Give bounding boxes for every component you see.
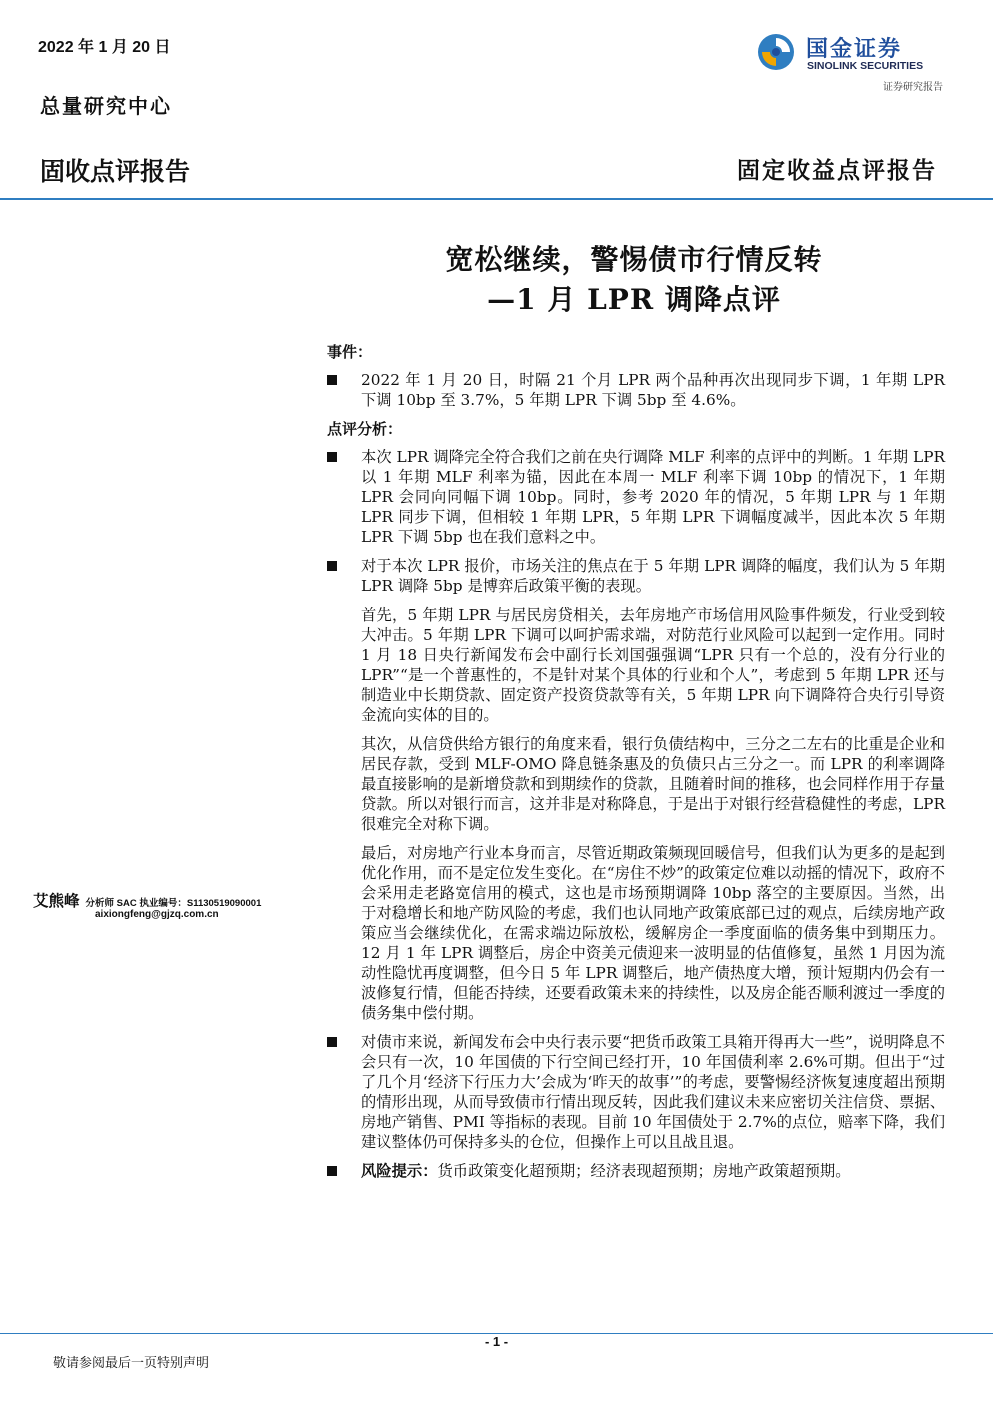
logo-name-en: SINOLINK SECURITIES xyxy=(807,60,924,72)
risk-item xyxy=(327,1161,945,1181)
risk-text: 货币政策变化超预期；经济表现超预期；房地产政策超预期。 xyxy=(437,1162,851,1180)
analysis-paragraph-second: 其次，从信贷供给方银行的角度来看，银行负债结构中，三分之二左右的比重是企业和居民存款，受到 MLF-OMO 降息链条惠及的负债只占三分之一。而 LPR 的利率调降最直接影响的是新增贷款和到期续作的贷款，且随着时间的推移，也会同样作用于存量贷款。所以对银行而言，这并非是对称降息，于是出于对银行经营稳健性的考虑，LPR 很难完全对称下调。 xyxy=(361,735,945,833)
analysis-item-2 xyxy=(327,556,945,596)
event-item xyxy=(327,370,945,410)
analysis-item-1-text: 本次 LPR 调降完全符合我们之前在央行调降 MLF 利率的点评中的判断。1 年期 LPR 以 1 年期 MLF 利率为锚，因此在本周一 MLF 利率下调 10bp 的情况下，1 年期 LPR 会同向同幅下调 10bp。同时，参考 2020 年的情况，5 年期 LPR 与 1 年期 LPR 同步下调，但相较 1 年期 LPR，5 年期 LPR 下调幅度减半，因此本次 5 年期 LPR 下调 5bp 也在我们意料之中。 xyxy=(361,448,945,546)
department-name: 总量研究中心 xyxy=(40,94,172,118)
analysis-item-2-text: 对于本次 LPR 报价，市场关注的焦点在于 5 年期 LPR 调降的幅度，我们认为 5 年期 LPR 调降 5bp 是博弈后政策平衡的表现。 xyxy=(361,557,945,595)
bullet-icon xyxy=(327,561,337,571)
analyst-email: aixiongfeng@gjzq.com.cn xyxy=(95,909,219,920)
report-date: 2022 年 1 月 20 日 xyxy=(38,39,171,56)
bullet-icon xyxy=(327,1037,337,1047)
bullet-icon xyxy=(327,452,337,462)
analysis-item-1 xyxy=(327,447,945,547)
analysis-paragraph-last: 最后，对房地产行业本身而言，尽管近期政策频现回暖信号，但我们认为更多的是起到优化作用，而不是定位发生变化。在“房住不炒”的政策定位难以动摇的情况下，政府不会采用走老路宽信用的模式，这也是市场预期调降 10bp 落空的主要原因。当然，出于对稳增长和地产防风险的考虑，我们也认同地产政策底部已过的观点，后续房地产政策应当会继续优化，在需求端边际放松，缓解房企一季度面临的债务集中到期压力。12 月 1 年 LPR 调整后，房企中资美元债迎来一波明显的估值修复，虽然 1 月因为流动性隐忧再度调整，但今日 5 年 LPR 调整后，地产债热度大增，预计短期内仍会有一波修复行情，但能否持续，还要看政策未来的持续性，以及房企能否顺利渡过一季度的债务集中偿付期。 xyxy=(361,844,945,1022)
bullet-icon xyxy=(327,1166,337,1176)
risk-label: 风险提示： xyxy=(361,1162,438,1180)
logo-subtitle: 证券研究报告 xyxy=(883,82,943,93)
analysis-heading: 点评分析： xyxy=(327,420,403,438)
report-body xyxy=(327,342,945,1190)
event-text: 2022 年 1 月 20 日，时隔 21 个月 LPR 两个品种再次出现同步下调，1 年期 LPR 下调 10bp 至 3.7%，5 年期 LPR 下调 5bp 至 4.6%。 xyxy=(361,371,945,409)
analysis-paragraph-first: 首先，5 年期 LPR 与居民房贷相关，去年房地产市场信用风险事件频发，行业受到较大冲击。5 年期 LPR 下调可以呵护需求端，对防范行业风险可以起到一定作用。同时 1 月 18 日央行新闻发布会中副行长刘国强强调“LPR 只有一个总的，没有分行业的 LPR”“是一个普惠性的，不是针对某个具体的行业和个人”，考虑到 5 年期 LPR 还与制造业中长期贷款、固定资产投资贷款等有关，5 年期 LPR 向下调降符合央行引导资金流向实体的目的。 xyxy=(361,606,945,724)
analysis-item-3-text: 对债市来说，新闻发布会中央行表示要“把货币政策工具箱开得再大一些”，说明降息不会只有一次，10 年国债的下行空间已经打开，10 年国债利率 2.6%可期。但出于“过了几个月‘经济下行压力大’会成为‘昨天的故事’”的考虑，要警惕经济恢复速度超出预期的情形出现，从而导致债市行情出现反转，因此我们建议未来应密切关注信贷、票据、房地产销售、PMI 等指标的表现。目前 10 年国债处于 2.7%的点位，赔率下降，我们建议整体仍可保持多头的仓位，但操作上可以且战且退。 xyxy=(361,1033,945,1151)
event-heading: 事件： xyxy=(327,343,373,361)
analysis-item-3 xyxy=(327,1032,945,1152)
footer-disclaimer: 敬请参阅最后一页特别声明 xyxy=(53,1356,210,1371)
report-category: 固定收益点评报告 xyxy=(737,157,937,184)
company-logo xyxy=(756,30,946,75)
page-number: - 1 - xyxy=(484,1334,509,1349)
sinolink-logo-icon xyxy=(756,32,796,72)
report-title: 宽松继续，警惕债市行情反转 xyxy=(445,243,823,276)
header-divider xyxy=(0,198,993,200)
logo-name-cn: 国金证券 xyxy=(806,37,903,62)
analyst-name: 艾熊峰 xyxy=(33,891,80,910)
analyst-cert: 分析师 SAC 执业编号：S1130519090001 xyxy=(85,898,262,909)
bullet-icon xyxy=(327,375,337,385)
report-type: 固收点评报告 xyxy=(40,157,191,186)
analyst-info xyxy=(33,889,313,911)
report-subtitle: —1 月 LPR 调降点评 xyxy=(487,283,781,316)
